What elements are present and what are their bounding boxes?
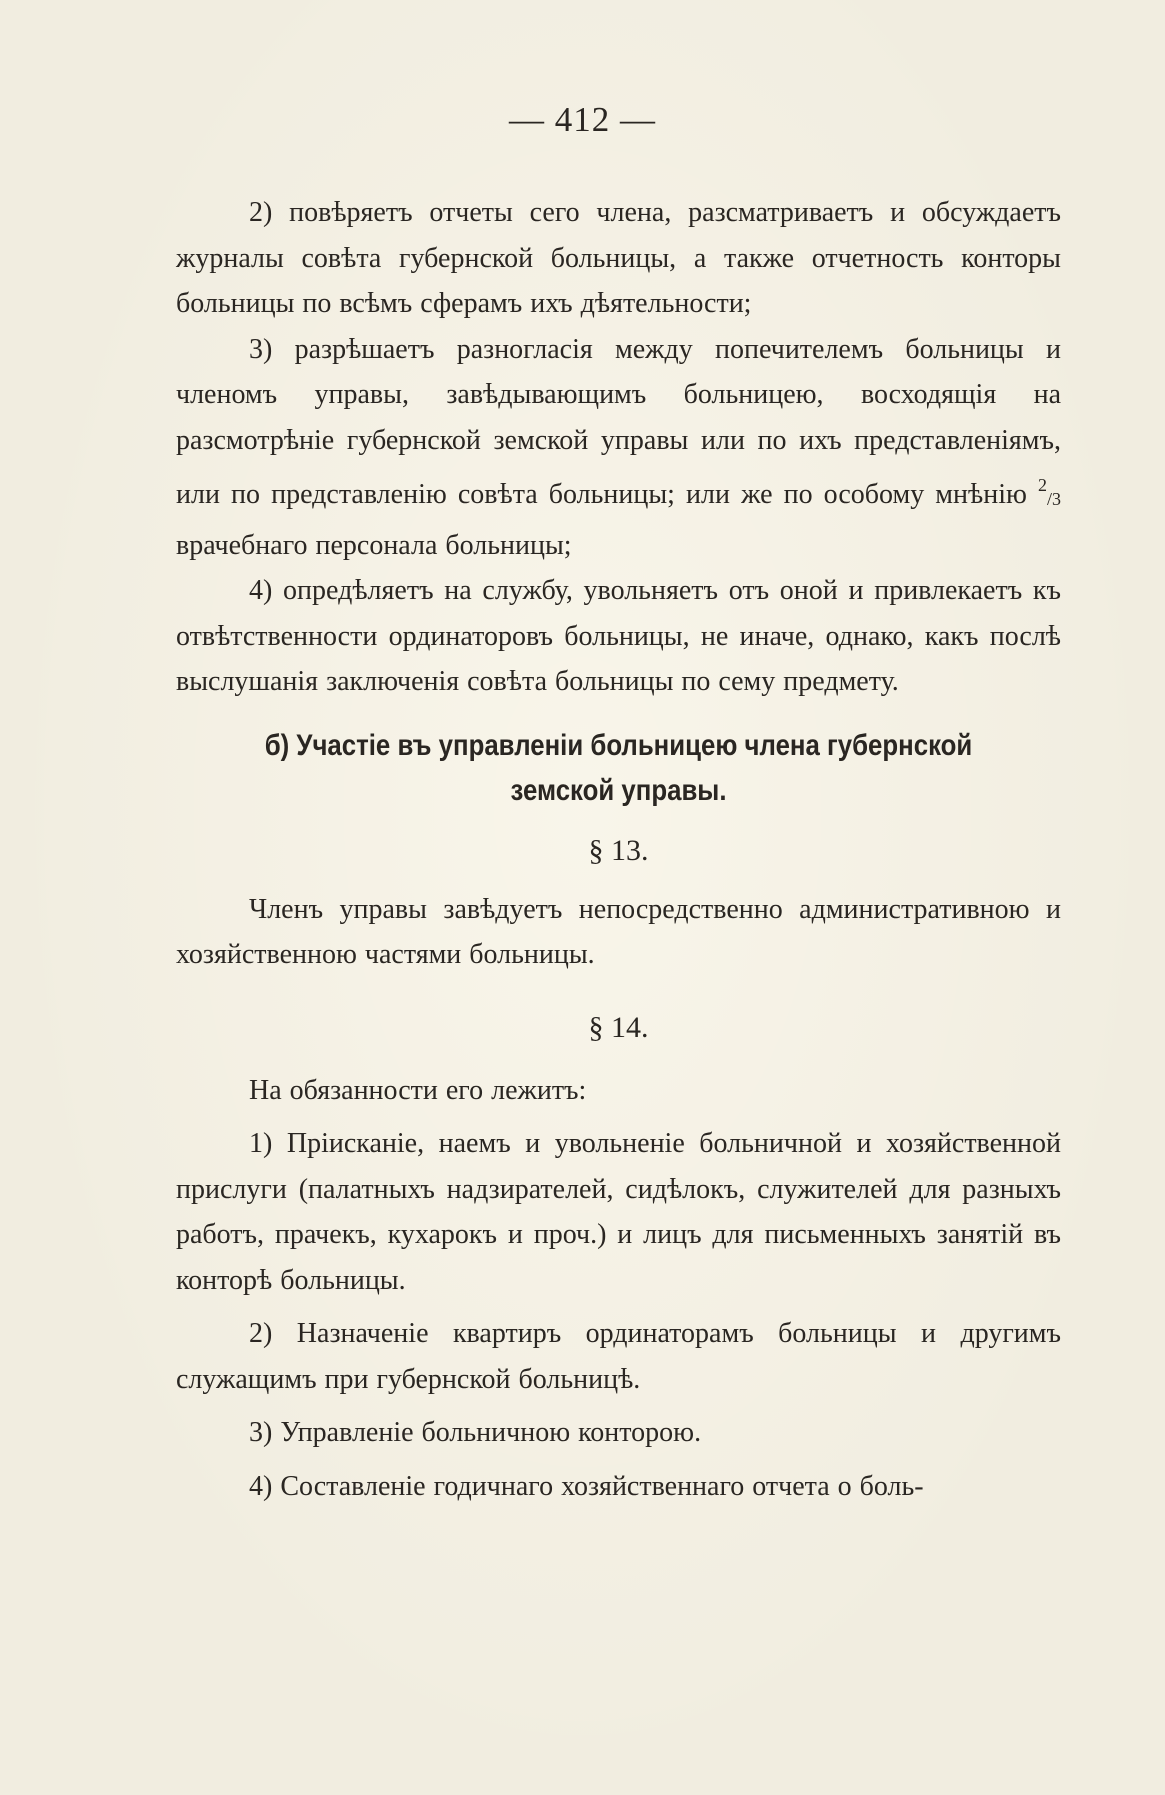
paragraph-item-4: 4) опредѣляетъ на службу, увольняетъ отъ оной и привлекаетъ къ отвѣтственности ординаторовъ больницы, не иначе, однако, какъ послѣ выслушанія заключенія совѣта больницы по сему предмету. — [176, 575, 1061, 697]
section-heading-line-2: земской управы. — [510, 773, 727, 807]
fraction-denominator: /3 — [1047, 489, 1062, 509]
section-14-item-4: 4) Составленіе годичнаго хозяйственнаго отчета о боль- — [249, 1470, 924, 1502]
section-14-item-2: 2) Назначеніе квартиръ ординаторамъ больницы и другимъ служащимъ при губернской больницѣ. — [176, 1318, 1061, 1395]
paragraph-item-3-text: 3) разрѣшаетъ разногласія между попечителемъ больницы и членомъ управы, завѣдывающимъ больницею, восходящія на разсмотрѣніе губернской земской управы или по ихъ представленіямъ, или по представленію совѣта больницы; или же по особому мнѣнію — [176, 333, 1061, 510]
paragraph-item-2: 2) повѣряетъ отчеты сего члена, разсматриваетъ и обсуждаетъ журналы совѣта губернской больницы, а также отчетность конторы больницы по всѣмъ сферамъ ихъ дѣятельности; — [176, 197, 1061, 319]
fraction-numerator: 2 — [1038, 475, 1047, 495]
section-14-intro: На обязанности его лежитъ: — [249, 1074, 587, 1106]
section-14-item-3: 3) Управленіе больничною конторою. — [249, 1417, 702, 1448]
section-13-text: Членъ управы завѣдуетъ непосредственно административною и хозяйственною частями больницы. — [176, 893, 1061, 970]
page-number: — 412 — — [509, 100, 656, 139]
section-heading-line-1: б) Участіе въ управленіи больницею члена губернской — [264, 728, 973, 762]
paragraph-item-3 — [176, 327, 1061, 569]
section-13-title: § 13. — [588, 833, 649, 867]
document-body — [176, 190, 1061, 1509]
section-heading — [238, 723, 999, 813]
paragraph-item-3-tail: врачебнаго персонала больницы; — [176, 529, 572, 561]
section-14-title: § 14. — [588, 1010, 649, 1044]
section-14-item-1: 1) Пріисканіе, наемъ и увольненіе больничной и хозяйственной прислуги (палатныхъ надзирателей, сидѣлокъ, служителей для разныхъ работъ, прачекъ, кухарокъ и проч.) и лицъ для письменныхъ занятій въ конторѣ больницы. — [176, 1128, 1061, 1296]
